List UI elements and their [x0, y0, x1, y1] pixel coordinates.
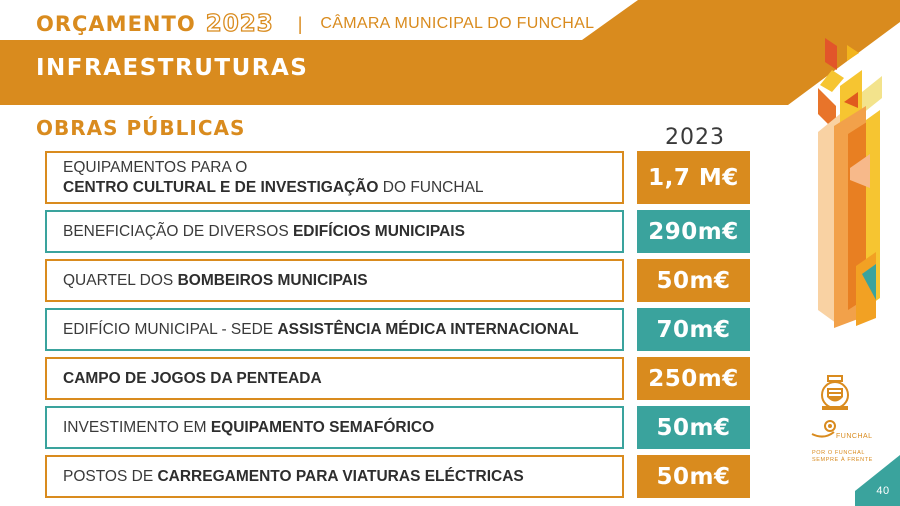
- row-label-bold: BOMBEIROS MUNICIPAIS: [177, 271, 368, 289]
- budget-value: 250m€: [637, 357, 750, 400]
- budget-row: [45, 308, 624, 351]
- budget-row: [45, 259, 624, 302]
- budget-value: 50m€: [637, 455, 750, 498]
- budget-value: 70m€: [637, 308, 750, 351]
- row-label: [63, 369, 622, 389]
- slogan-line-1: POR O FUNCHAL: [812, 450, 866, 456]
- row-label: BENEFICIAÇÃO DE DIVERSOS EDIFÍCIOS MUNICIPAIS: [63, 222, 465, 240]
- header-separator: |: [297, 13, 303, 34]
- budget-value: 50m€: [637, 259, 750, 302]
- budget-value: 1,7 M€: [637, 151, 750, 204]
- page-corner: [855, 455, 900, 506]
- row-label-bold: CENTRO CULTURAL E DE INVESTIGAÇÃO: [63, 178, 379, 196]
- row-line-1: EQUIPAMENTOS PARA O: [63, 158, 248, 176]
- row-label-bold: EDIFÍCIOS MUNICIPAIS: [292, 222, 465, 240]
- row-label: CENTRO CULTURAL E DE INVESTIGAÇÃO DO FUNCHAL: [63, 178, 484, 196]
- page-number: 40: [876, 485, 890, 497]
- funchal-coat-of-arms-icon: [818, 374, 852, 412]
- budget-row: [45, 357, 624, 400]
- budget-row: [45, 455, 624, 498]
- column-year: 2023: [665, 125, 725, 150]
- budget-value: 50m€: [637, 406, 750, 449]
- logo-text: FUNCHAL: [836, 433, 873, 440]
- row-label: POSTOS DE CARREGAMENTO PARA VIATURAS ELÉCTRICAS: [63, 467, 524, 485]
- row-label: INVESTIMENTO EM EQUIPAMENTO SEMAFÓRICO: [63, 418, 435, 436]
- budget-word: ORÇAMENTO: [36, 12, 196, 36]
- slogan-line-2: SEMPRE À FRENTE: [812, 457, 873, 463]
- budget-year: 2023: [205, 11, 274, 37]
- budget-row: [45, 151, 624, 204]
- row-label-bold: CARREGAMENTO PARA VIATURAS ELÉCTRICAS: [157, 467, 524, 485]
- decorative-shapes: [810, 30, 900, 340]
- budget-value: 290m€: [637, 210, 750, 253]
- row-label: EDIFÍCIO MUNICIPAL - SEDE ASSISTÊNCIA MÉDICA INTERNACIONAL: [63, 320, 579, 338]
- budget-row: [45, 406, 624, 449]
- organization-name: CÂMARA MUNICIPAL DO FUNCHAL: [320, 15, 595, 32]
- row-label-bold: CAMPO DE JOGOS DA PENTEADA: [63, 369, 322, 387]
- presentation-header: [36, 9, 594, 39]
- section-title: INFRAESTRUTURAS: [36, 55, 309, 81]
- budget-row: [45, 210, 624, 253]
- row-label-bold: EQUIPAMENTO SEMAFÓRICO: [210, 418, 435, 436]
- subtitle: OBRAS PÚBLICAS: [36, 116, 246, 140]
- row-label: QUARTEL DOS BOMBEIROS MUNICIPAIS: [63, 271, 368, 289]
- row-label-bold: ASSISTÊNCIA MÉDICA INTERNACIONAL: [277, 320, 579, 338]
